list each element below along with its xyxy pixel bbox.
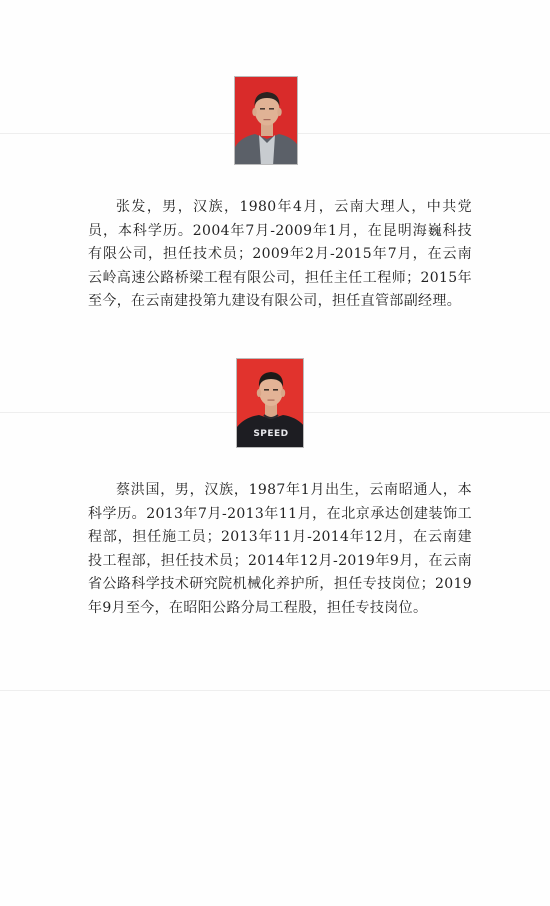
shirt-print-text: SPEED [253, 429, 289, 439]
portrait-photo-icon [235, 77, 298, 165]
bio-zhang-fa: 张发，男，汉族，1980年4月，云南大理人，中共党员，本科学历。2004年7月-2009年1月，在昆明海巍科技有限公司，担任技术员；2009年2月-2015年7月，在云南云岭高速公路桥梁工程有限公司，担任主任工程师；2015年至今，在云南建投第九建设有限公司，担任直管部副经理。 [88, 199, 472, 309]
portrait-photo-icon [237, 359, 304, 448]
profile-photo-zhang-fa [234, 76, 298, 165]
scan-fold-line [0, 690, 550, 691]
bio-cai-hongguo: 蔡洪国，男，汉族，1987年1月出生，云南昭通人，本科学历。2013年7月-2013年11月，在北京承达创建装饰工程部，担任施工员；2013年11月-2014年12月，在云南建投工程部，担任技术员；2014年12月-2019年9月，在云南省公路科学技术研究院机械化养护所，担任专技岗位；2019年9月至今，在昭阳公路分局工程股，担任专技岗位。 [88, 482, 472, 616]
profile-photo-cai-hongguo [236, 358, 304, 448]
